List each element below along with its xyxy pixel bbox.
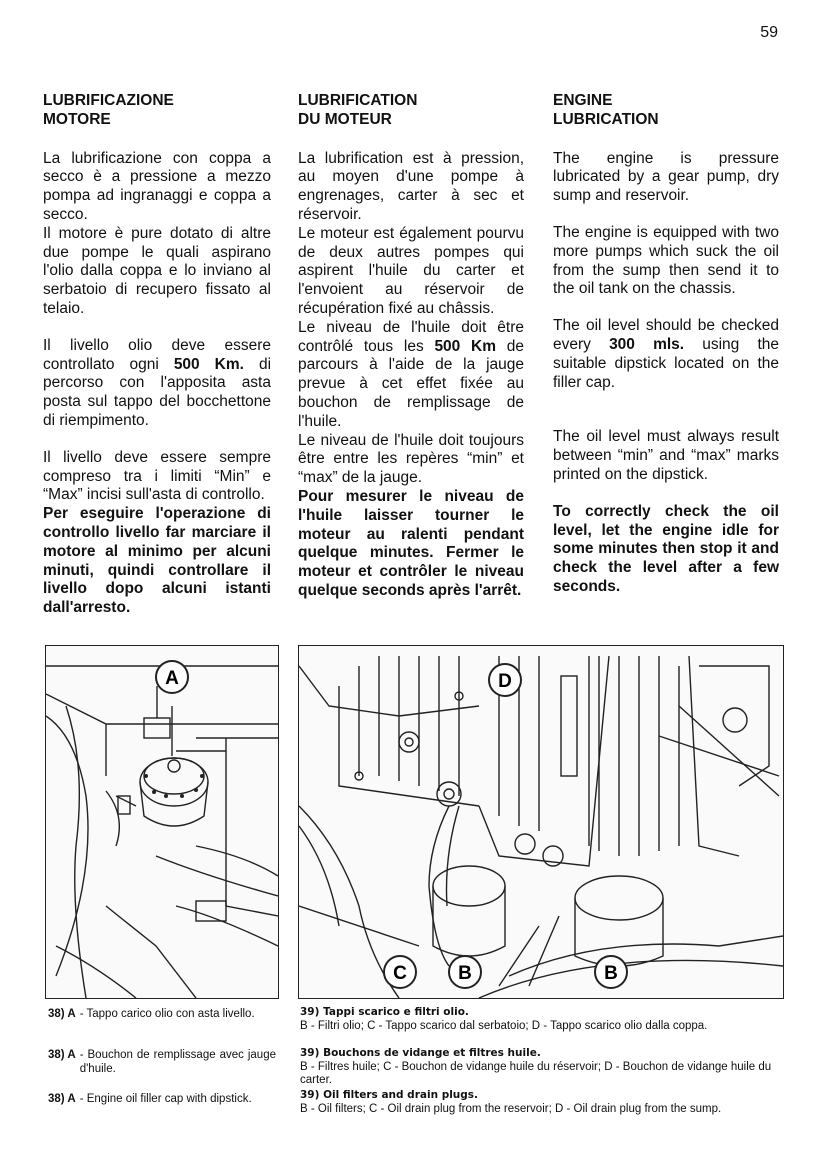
paragraph-4: The oil level must always result between “min” and “max” marks printed on the dipstick. <box>553 428 779 483</box>
heading-line1: LUBRIFICAZIONE <box>43 92 174 109</box>
label-b-right: B <box>604 963 618 984</box>
figure-38-oil-filler-cap <box>45 645 279 999</box>
heading-english <box>553 92 779 130</box>
caption-text: B - Filtri olio; C - Tappo scarico dal serbatoio; D - Tappo scarico olio dalla coppa. <box>300 1019 708 1032</box>
paragraph-3 <box>298 319 524 432</box>
heading-line1: ENGINE <box>553 92 613 109</box>
paragraph-5-warning: Pour mesurer le niveau de l'huile laisser tourner le moteur au ralenti pendant quelque minutes. Fermer le moteur et contrôler le niveau quelque seconds après l'arrêt. <box>298 487 524 599</box>
paragraph-1: The engine is pressure lubricated by a gear pump, dry sump and reservoir. <box>553 149 779 205</box>
heading-line2: LUBRICATION <box>553 110 659 128</box>
paragraph-3-pre: The oil level should be checked every <box>553 317 779 353</box>
paragraph-1: La lubrificazione con coppa a secco è a pressione a mezzo pompa ad ingranaggi e coppa a secco. <box>43 149 271 223</box>
heading-line2: MOTORE <box>43 110 111 128</box>
caption-text: B - Filtres huile; C - Bouchon de vidange huile du réservoir; D - Bouchon de vidange huile du carter. <box>300 1060 772 1086</box>
paragraph-1: La lubrification est à pression, au moyen d'une pompe à engrenages, carter à sec et réservoir. <box>298 149 524 223</box>
caption-39-italian <box>300 1006 782 1033</box>
figure-39-drawing <box>299 646 783 998</box>
paragraph-3-bold: 500 Km. <box>173 355 244 373</box>
paragraph-3-post: de parcours à l'aide de la jauge prevue à cet effet fixée au bouchon de remplissage de l'huile. <box>298 337 524 430</box>
label-a: A <box>165 668 179 689</box>
paragraph-2: Le moteur est également pourvu de deux autres pompes qui aspirent l'huile du carter et l'envoient au réservoir de récupération fixé au châssis. <box>298 224 524 317</box>
paragraph-5-warning: To correctly check the oil level, let the engine idle for some minutes then stop it and check the level after a few seconds. <box>553 502 779 595</box>
paragraph-3-post: using the suitable dipstick located on the filler cap. <box>553 335 779 391</box>
page-number: 59 <box>760 24 778 41</box>
caption-text: - Tappo carico olio con asta livello. <box>79 1008 255 1020</box>
caption-text: - Engine oil filler cap with dipstick. <box>79 1093 252 1105</box>
paragraph-3-pre: Il livello olio deve essere controllato ogni <box>43 336 271 373</box>
paragraph-2: Il motore è pure dotato di altre due pompe le quali aspirano l'olio dalla coppa e lo inviano al serbatoio di recupero fissato al telaio. <box>43 224 271 317</box>
caption-38-italian <box>48 1008 276 1022</box>
caption-number: 38) A <box>48 1049 76 1061</box>
paragraph-3-bold: 300 mls. <box>609 335 685 353</box>
caption-title: 39) Bouchons de vidange et filtres huile. <box>300 1047 541 1059</box>
caption-38-english <box>48 1093 276 1107</box>
paragraph-3 <box>43 337 271 431</box>
paragraph-5-warning: Per eseguire l'operazione di controllo livello far marciare il motore al minimo per alcuni minuti, quindi controllare il livello dopo alcuni istanti dall'arresto. <box>43 505 271 617</box>
label-d: D <box>498 671 512 692</box>
heading-french <box>298 92 524 130</box>
paragraph-3-pre: Le niveau de l'huile doit être contrôlé tous les <box>298 318 524 355</box>
paragraph-3-bold: 500 Km <box>434 337 496 355</box>
label-c: C <box>393 963 407 984</box>
paragraph-3 <box>553 317 779 392</box>
paragraph-4: Il livello deve essere sempre compreso tra i limiti “Min” e “Max” incisi sull'asta di controllo. <box>43 448 271 504</box>
column-italian <box>43 92 271 618</box>
figure-39-oil-filters-drain-plugs <box>298 645 784 999</box>
caption-title: 39) Tappi scarico e filtri olio. <box>300 1006 469 1018</box>
caption-39-english <box>300 1089 782 1116</box>
caption-text: - Bouchon de remplissage avec jauge d'huile. <box>79 1049 276 1075</box>
paragraph-3-post: di percorso con l'apposita asta posta sul tappo del bocchettone di riempimento. <box>43 355 272 429</box>
column-english <box>553 92 779 597</box>
column-french <box>298 92 524 601</box>
caption-title: 39) Oil filters and drain plugs. <box>300 1089 479 1101</box>
label-b-left: B <box>458 963 472 984</box>
heading-italian <box>43 92 271 130</box>
figure-38-drawing <box>46 646 278 998</box>
heading-line1: LUBRIFICATION <box>298 92 418 109</box>
paragraph-4: Le niveau de l'huile doit toujours être entre les repères “min” et “max” de la jauge. <box>298 431 524 487</box>
paragraph-2: The engine is equipped with two more pumps which suck the oil from the sump then send it to the oil tank on the chassis. <box>553 223 779 298</box>
caption-39-french <box>300 1047 782 1088</box>
heading-line2: DU MOTEUR <box>298 110 392 128</box>
caption-text: B - Oil filters; C - Oil drain plug from the reservoir; D - Oil drain plug from the sump. <box>300 1102 722 1115</box>
caption-number: 38) A <box>48 1093 76 1105</box>
caption-38-french <box>48 1049 276 1076</box>
caption-number: 38) A <box>48 1008 76 1020</box>
